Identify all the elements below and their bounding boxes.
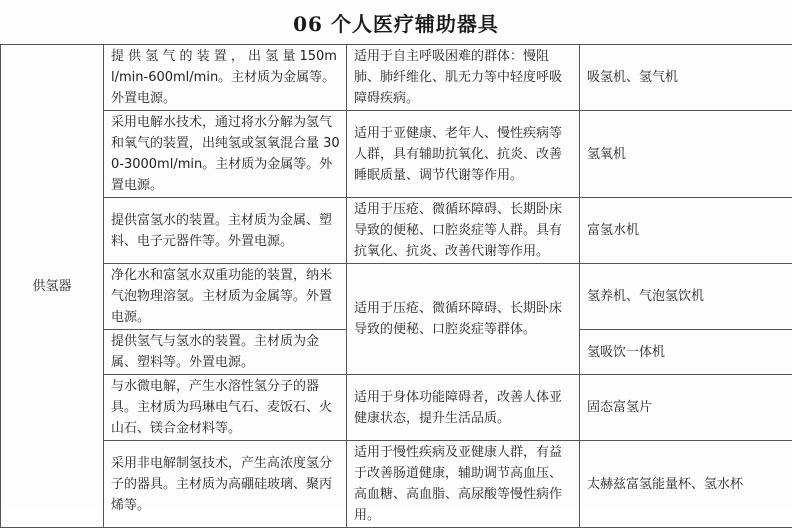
description-cell: 采用电解水技术，通过将水分解为氢气和氧气的装置，出纯氢或氢氧混合量 300-3000ml/min。主材质为金属等。外置电源。 [104, 111, 347, 198]
table-row [1, 45, 792, 111]
usage-cell: 适用于压疮、微循环障碍、长期卧床导致的便秘、口腔炎症等人群。具有抗氧化、抗炎、改善代谢等作用。 [347, 198, 580, 264]
description-cell: 与水微电解，产生水溶性氢分子的器具。主材质为玛琳电气石、麦饭石、火山石、镁合金材料等。 [104, 375, 347, 441]
product-cell: 富氢水机 [580, 198, 792, 264]
device-table [0, 44, 792, 528]
usage-cell: 适用于慢性疾病及亚健康人群，有益于改善肠道健康，辅助调节高血压、高血糖、高血脂、高尿酸等慢性病作用。 [347, 441, 580, 528]
table-row [1, 375, 792, 441]
description-cell: 提供富氢水的装置。主材质为金属、塑料、电子元器件等。外置电源。 [104, 198, 347, 264]
product-cell: 氢氧机 [580, 111, 792, 198]
product-cell: 吸氢机、氢气机 [580, 45, 792, 111]
table-row [1, 198, 792, 264]
usage-cell: 适用于身体功能障碍者，改善人体亚健康状态，提升生活品质。 [347, 375, 580, 441]
page-title: 06 个人医疗辅助器具 [0, 0, 792, 44]
product-cell: 氢吸饮一体机 [580, 330, 792, 375]
usage-cell: 适用于自主呼吸困难的群体：慢阻肺、肺纤维化、肌无力等中轻度呼吸障碍疾病。 [347, 45, 580, 111]
product-cell: 固态富氢片 [580, 375, 792, 441]
description-cell: 提 供 氢 气 的 装 置 ， 出 氢 量 150ml/min-600ml/min。主材质为金属等。外置电源。 [104, 45, 347, 111]
product-cell: 太赫兹富氢能量杯、氢水杯 [580, 441, 792, 528]
table-row [1, 264, 792, 330]
product-cell: 氢养机、气泡氢饮机 [580, 264, 792, 330]
usage-cell: 适用于压疮、微循环障碍、长期卧床导致的便秘、口腔炎症等群体。 [347, 264, 580, 375]
usage-cell: 适用于亚健康、老年人、慢性疾病等人群，具有辅助抗氧化、抗炎、改善睡眠质量、调节代谢等作用。 [347, 111, 580, 198]
category-cell: 供氢器 [1, 45, 104, 528]
table-row [1, 441, 792, 528]
description-cell: 净化水和富氢水双重功能的装置，纳米气泡物理溶氢。主材质为金属等。外置电源。 [104, 264, 347, 330]
description-cell: 提供氢气与氢水的装置。主材质为金属、塑料等。外置电源。 [104, 330, 347, 375]
table-row [1, 111, 792, 198]
description-cell: 采用非电解制氢技术，产生高浓度氢分子的器具。主材质为高硼硅玻璃、聚丙烯等。 [104, 441, 347, 528]
